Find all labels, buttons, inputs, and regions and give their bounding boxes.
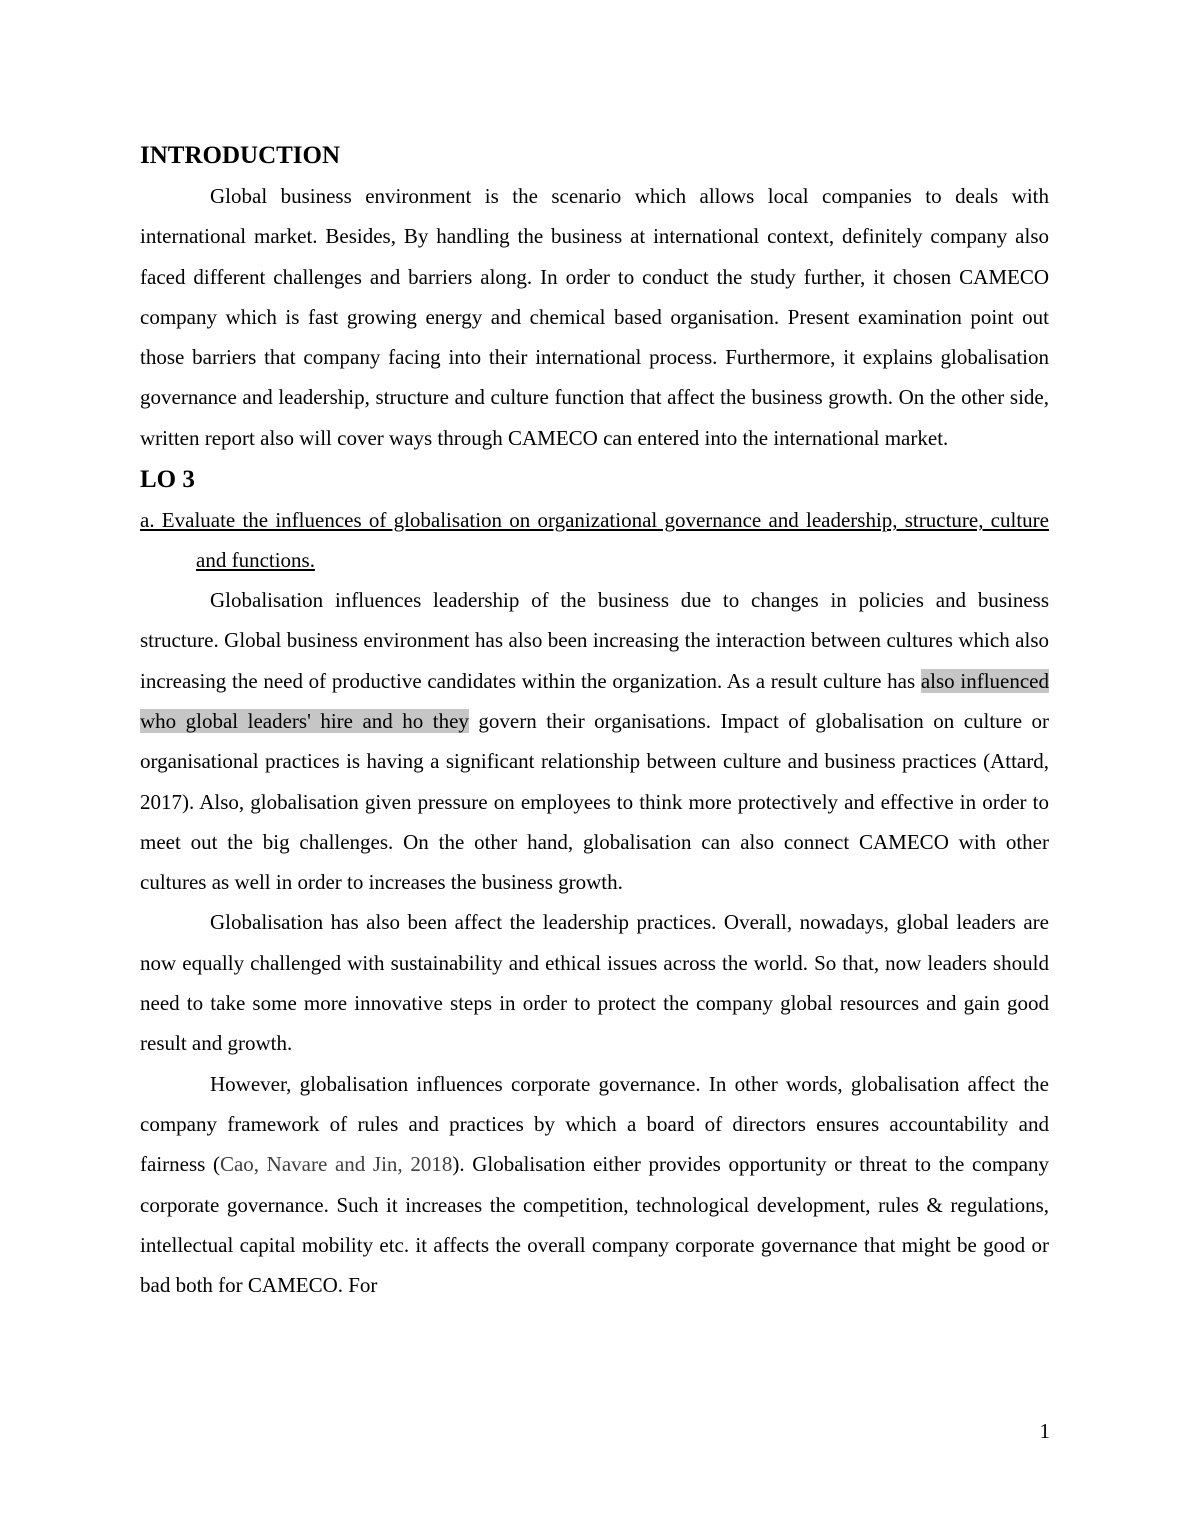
paragraph-text: govern their organisations. Impact of globalisation on culture or organisational practices is having a significant relationship between culture and business practices (Attard, 2017). Also, globalisation given pressure on employees to think more protectively and effective in order to meet out the big challenges. On the other hand, globalisation can also connect CAMECO with other cultures as well in order to increases the business growth. bbox=[140, 708, 1049, 895]
lo3-subheading: a. Evaluate the influences of globalisation on organizational governance and leadership, structure, culture and functions. bbox=[140, 508, 1049, 573]
introduction-paragraph: Global business environment is the scenario which allows local companies to deals with international market. Besides, By handling the business at international context, definitely company also faced different challenges and barriers along. In order to conduct the study further, it chosen CAMECO company which is fast growing energy and chemical based organisation. Present examination point out those barriers that company facing into their international process. Furthermore, it explains globalisation governance and leadership, structure and culture function that affect the business growth. On the other side, written report also will cover ways through CAMECO can entered into the international market. bbox=[140, 184, 1049, 450]
lo3-heading: LO 3 bbox=[140, 466, 195, 494]
introduction-heading: INTRODUCTION bbox=[140, 142, 341, 169]
highlighted-text: also influenced who global leaders' hire and ho they bbox=[140, 668, 1050, 733]
page-number: 1 bbox=[1039, 1419, 1050, 1443]
paragraph-text: Globalisation influences leadership of the business due to changes in policies and business structure. Global business environment has also been increasing the interaction between cultures which also increasing the need of productive candidates within the organization. As a result culture has bbox=[140, 588, 1049, 693]
lo3-paragraph-3 bbox=[140, 1064, 1049, 1306]
citation-text: Cao, Navare and Jin, 2018 bbox=[219, 1152, 453, 1177]
paragraph-text: ). Globalisation either provides opportunity or threat to the company corporate governance. Such it increases the competition, technological development, rules & regulations, intellectual capital mobility etc. it affects the overall company corporate governance that might be good or bad both for CAMECO. For bbox=[140, 1152, 1049, 1298]
lo3-paragraph-2: Globalisation has also been affect the leadership practices. Overall, nowadays, global leaders are now equally challenged with sustainability and ethical issues across the world. So that, now leaders should need to take some more innovative steps in order to protect the company global resources and gain good result and growth. bbox=[140, 910, 1049, 1056]
paragraph-text: However, globalisation influences corporate governance. In other words, globalisation affect the company framework of rules and practices by which a board of directors ensures accountability and fairness ( bbox=[140, 1071, 1049, 1177]
document-page bbox=[140, 136, 1049, 1305]
lo3-paragraph-1 bbox=[140, 580, 1049, 902]
